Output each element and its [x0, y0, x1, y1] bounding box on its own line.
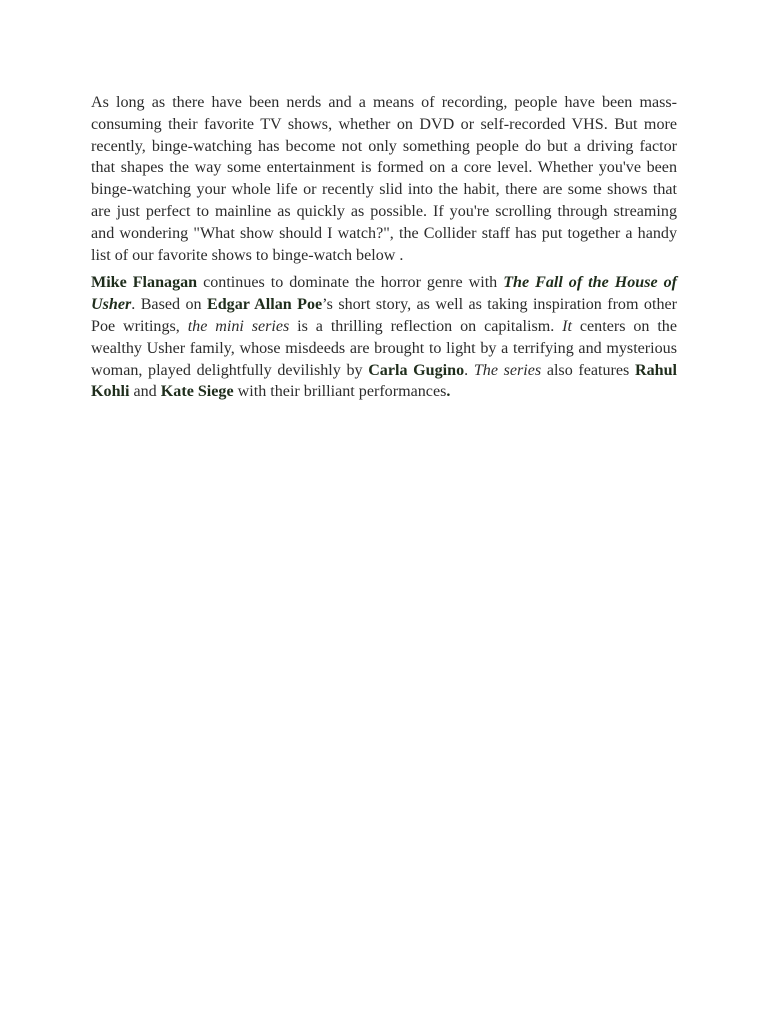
text-segment: continues to dominate the horror genre with: [197, 274, 504, 292]
actor-name: Carla Gugino: [368, 361, 465, 379]
author-name: Edgar Allan Poe: [206, 296, 323, 314]
show-title: The Fall of the House of Usher: [91, 274, 677, 314]
text-segment: and: [129, 383, 161, 401]
text-segment: with their brilliant performances: [233, 383, 447, 401]
italic-reference: It: [562, 317, 572, 335]
italic-reference: the mini series: [187, 317, 290, 335]
actor-name: Kate Siege: [160, 383, 234, 401]
document-body: [91, 92, 677, 409]
text-segment: also features: [541, 361, 635, 379]
text-segment: centers on the wealthy Usher family, whose misdeeds are brought to light by a terrifying and mysterious woman, played delightfully devilishly by: [91, 317, 677, 379]
intro-paragraph: As long as there have been nerds and a means of recording, people have been mass-consuming their favorite TV shows, whether on DVD or self-recorded VHS. But more recently, binge-watching has become not only something people do but a driving factor that shapes the way some entertainment is formed on a core level. Whether you've been binge-watching your whole life or recently slid into the habit, there are some shows that are just perfect to mainline as quickly as possible. If you're scrolling through streaming and wondering "What show should I watch?", the Collider staff has put together a handy list of our favorite shows to binge-watch below .: [91, 94, 677, 264]
final-period: .: [446, 383, 451, 401]
text-segment: is a thrilling reflection on capitalism.: [289, 317, 563, 335]
text-segment: .: [464, 361, 474, 379]
creator-name: Mike Flanagan: [91, 274, 198, 292]
show-paragraph: [91, 272, 677, 403]
italic-reference: The series: [473, 361, 542, 379]
actor-name: Rahul Kohli: [91, 361, 678, 401]
text-segment: . Based on: [131, 296, 207, 314]
text-segment: ’s short story, as well as taking inspiration from other Poe writings,: [91, 296, 677, 335]
